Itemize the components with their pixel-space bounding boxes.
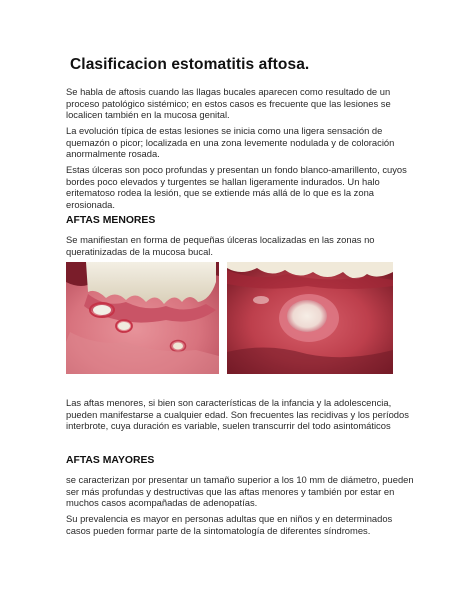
photo-aphthous-ulcer [227,262,393,374]
aftas-mayores-body: Su prevalencia es mayor en personas adultas que en niños y en determinados casos pueden formar parte de la sintomatología de diferentes síndromes. [66,513,393,536]
intro-paragraph-3: Estas úlceras son poco profundas y presentan un fondo blanco-amarillento, cuyos bordes poco elevados y turgentes se hallan ligeramente indurados. Un halo eritematoso rodea la lesión, que se extiende más allá de lo que es la zona erosionada. [66,164,407,210]
aftas-menores-body: Las aftas menores, si bien son características de la infancia y la adolescencia, pueden manifestarse a cualquier edad. Son frecuentes las recidivas y los períodos interbrote, cuya duración es variable, suelen transcurrir del todo asintomáticos [66,397,409,432]
aftas-mayores-lead: se caracterizan por presentar un tamaño superior a los 10 mm de diámetro, pueden ser más profundas y destructivas que las aftas menores y también por estar en muchos casos acompañadas de adenopatías. [66,474,414,509]
section-heading-aftas-mayores: AFTAS MAYORES [66,455,155,466]
photo-lower-lip-ulcers [66,262,219,374]
intro-paragraph-2: La evolución típica de estas lesiones se inicia como una ligera sensación de quemazón o picor; localizada en una zona levemente nodulada y de coloración anormalmente rosada. [66,125,395,160]
aftas-menores-lead: Se manifiestan en forma de pequeñas úlceras localizadas en las zonas no queratinizadas de la mucosa bucal. [66,234,375,257]
section-heading-aftas-menores: AFTAS MENORES [66,215,156,226]
document-title: Clasificacion estomatitis aftosa. [70,56,310,73]
intro-paragraph-1: Se habla de aftosis cuando las llagas bucales aparecen como resultado de un proceso patológico sistémico; en estos casos es frecuente que las lesiones se localicen también en la mucosa genital. [66,86,391,121]
